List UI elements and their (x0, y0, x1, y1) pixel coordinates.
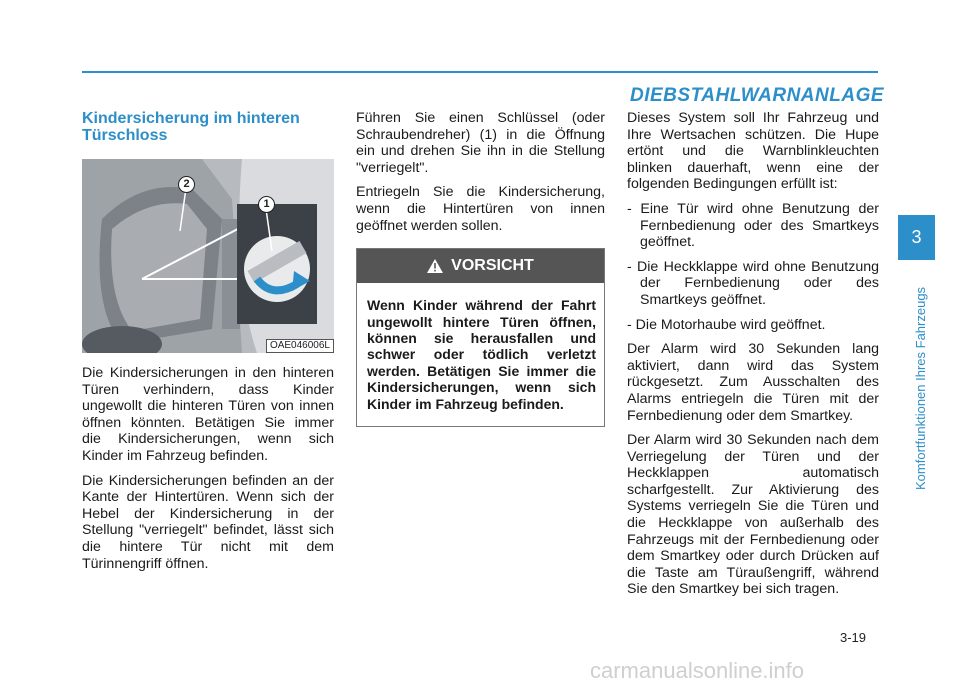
callout-2-marker (178, 176, 195, 193)
caution-text: Wenn Kinder während der Fahrt ungewollt hintere Türen öffnen, können sie herausfallen und schwer oder tödlich verletzt werden. Betätigen Sie immer die Kindersicherungen, wenn sich Kinder im Fahrzeug befinden. (367, 297, 596, 412)
unlock-paragraph: Entriegeln Sie die Kindersicherung, wenn die Hintertüren von innen geöffnet werden sollen. (356, 184, 605, 234)
middle-column (356, 110, 605, 427)
child-lock-figure (82, 159, 334, 353)
warning-triangle-icon (427, 259, 443, 273)
header-rule (82, 71, 878, 73)
caution-header (357, 249, 604, 283)
child-lock-paragraph-1: Die Kindersicherungen in den hinteren Türen verhindern, dass Kinder ungewollt die hinteren Türen von innen öffnen könnten. Betätigen Sie immer die Kindersicherungen, wenn sich Kinder im Fahrzeug befinden. (82, 365, 334, 464)
callout-1-label: 1 (263, 198, 270, 210)
chapter-title-vertical (913, 270, 931, 490)
watermark: carmanualsonline.info (590, 658, 805, 683)
chapter-tab (898, 215, 935, 260)
right-column (627, 110, 879, 606)
chapter-number: 3 (911, 227, 922, 247)
alarm-arming-paragraph: Der Alarm wird 30 Sekunden nach dem Verriegelung der Türen und der Heckklappen automatisch scharfgestellt. Zur Aktivierung des Systems verriegeln Sie die Türen und die Heckklappe von außerhalb des Fahrzeugs mit der Fernbedienung oder dem Smartkey oder durch Drücken auf die Taste am Türaußengriff, während Sie den Smartkey bei sich tragen. (627, 432, 879, 598)
figure-code: OAE046006L (266, 339, 334, 353)
insert-key-paragraph: Führen Sie einen Schlüssel (oder Schraubendreher) (1) in die Öffnung ein und drehen Sie ihn in die Stellung "verriegelt". (356, 110, 605, 176)
alarm-intro: Dieses System soll Ihr Fahrzeug und Ihre Wertsachen schützen. Die Hupe ertönt und die Warnblinkleuchten blinken dauerhaft, wenn eine der folgenden Bedingungen erfüllt ist: (627, 110, 879, 193)
condition-item: - Die Motorhaube wird geöffnet. (627, 316, 826, 333)
child-lock-heading: Kindersicherung im hinteren Türschloss (82, 110, 300, 144)
section-title: DIEBSTAHLWARNANLAGE (630, 85, 885, 106)
left-column (82, 110, 334, 580)
caution-box (356, 248, 605, 427)
alarm-duration-paragraph: Der Alarm wird 30 Sekunden lang aktiviert, dann wird das System rückgesetzt. Zum Ausschalten des Alarms entriegeln die Türen mit der Fernbedienung oder dem Smartkey. (627, 341, 879, 424)
chapter-title: Komfortfunktionen Ihres Fahrzeugs (913, 286, 928, 490)
page-number: 3-19 (840, 630, 867, 645)
callout-1-marker (258, 196, 275, 213)
car-door-illustration (82, 159, 334, 353)
condition-item: - Die Heckklappe wird ohne Benutzung der Fernbedienung oder des Smartkeys geöffnet. (627, 258, 879, 308)
condition-item: - Eine Tür wird ohne Benutzung der Fernbedienung oder des Smartkeys geöffnet. (627, 200, 879, 251)
child-lock-paragraph-2: Die Kindersicherungen befinden an der Kante der Hintertüren. Wenn sich der Hebel der Kindersicherung in der Stellung "verriegelt" befindet, lässt sich die hintere Tür nicht mit dem Türinnengriff öffnen. (82, 472, 334, 572)
caution-title: VORSICHT (451, 256, 534, 274)
callout-2-label: 2 (183, 178, 190, 190)
